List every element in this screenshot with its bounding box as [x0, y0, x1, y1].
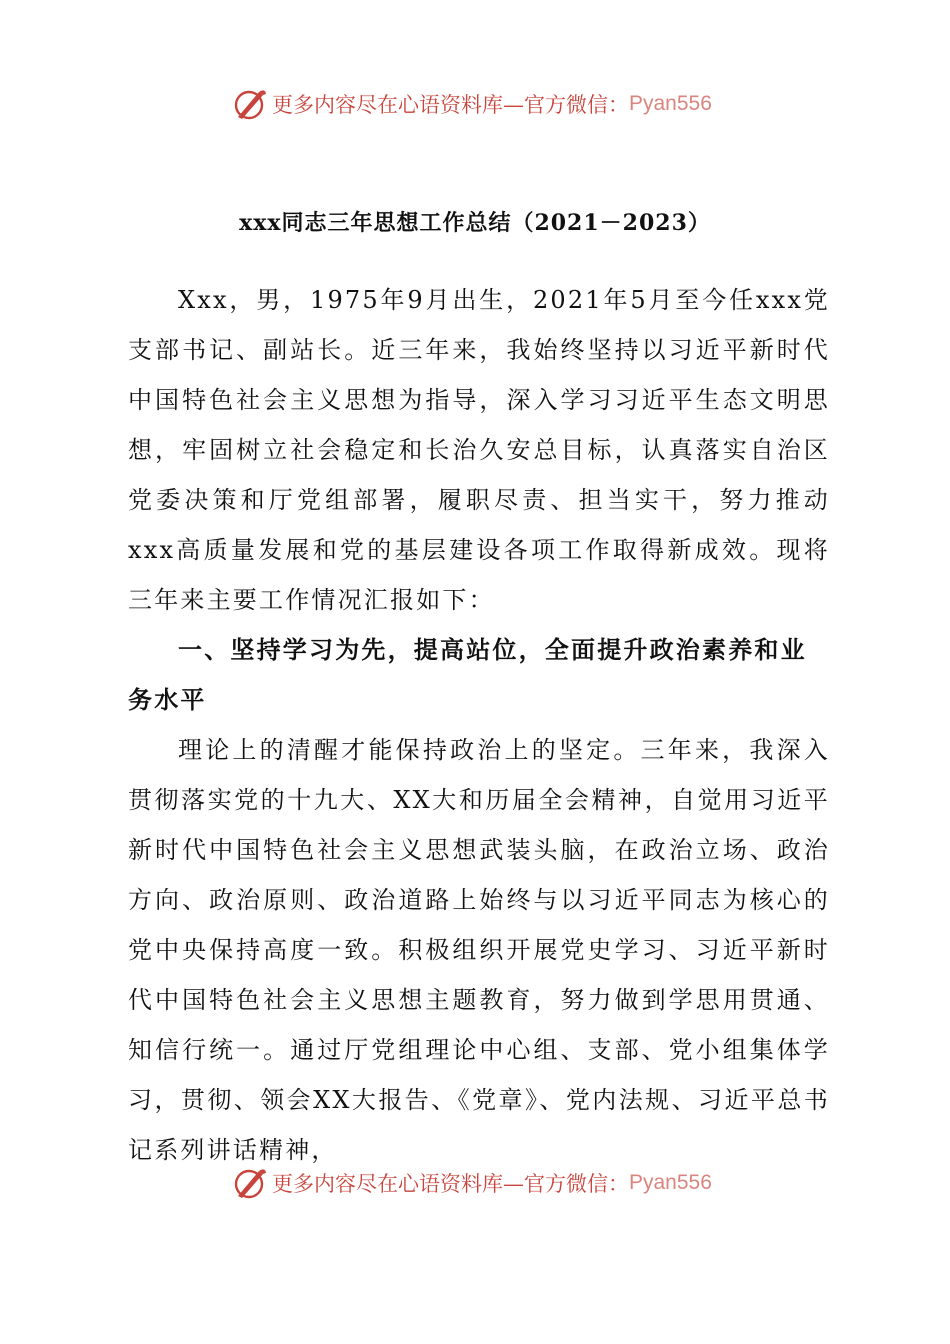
document-title: xxx同志三年思想工作总结（2021－2023）: [239, 210, 711, 236]
section-1-paragraph: 理论上的清醒才能保持政治上的坚定。三年来，我深入贯彻落实党的十九大、XX大和历届全会精神，自觉用习近平新时代中国特色社会主义思想武装头脑，在政治立场、政治方向、政治原则、政治道路上始终与以习近平同志为核心的党中央保持高度一致。积极组织开展党史学习、习近平新时代中国特色社会主义思想主题教育，努力做到学思用贯通、知信行统一。通过厅党组理论中心组、支部、党小组集体学习，贯彻、领会XX大报告、《党章》、党内法规、习近平总书记系列讲话精神，: [128, 736, 830, 1164]
banner-brand-text: 更多内容尽在心语资料库—: [272, 1172, 524, 1196]
footer-watermark-banner: [232, 1163, 712, 1203]
intro-paragraph: Xxx，男，1975年9月出生，2021年5月至今任xxx党支部书记、副站长。近三年来，我始终坚持以习近平新时代中国特色社会主义思想为指导，深入学习习近平生态文明思想，牢固树立社会稳定和长治久安总目标，认真落实自治区党委决策和厅党组部署，履职尽责、担当实干，努力推动xxx高质量发展和党的基层建设各项工作取得新成效。现将三年来主要工作情况汇报如下：: [128, 286, 830, 614]
quill-logo-icon: [232, 1165, 268, 1201]
section-1-heading: 一、坚持学习为先，提高站位，全面提升政治素养和业务水平: [128, 635, 807, 714]
banner-wechat-label: 官方微信：: [524, 93, 629, 117]
header-watermark-banner: [232, 84, 712, 124]
quill-logo-icon: [232, 86, 268, 122]
banner-wechat-label: 官方微信：: [524, 1172, 629, 1196]
document-body: [128, 275, 830, 1175]
banner-brand-text: 更多内容尽在心语资料库—: [272, 93, 524, 117]
banner-wechat-id: Pyan556: [629, 92, 712, 115]
banner-wechat-id: Pyan556: [629, 1171, 712, 1194]
